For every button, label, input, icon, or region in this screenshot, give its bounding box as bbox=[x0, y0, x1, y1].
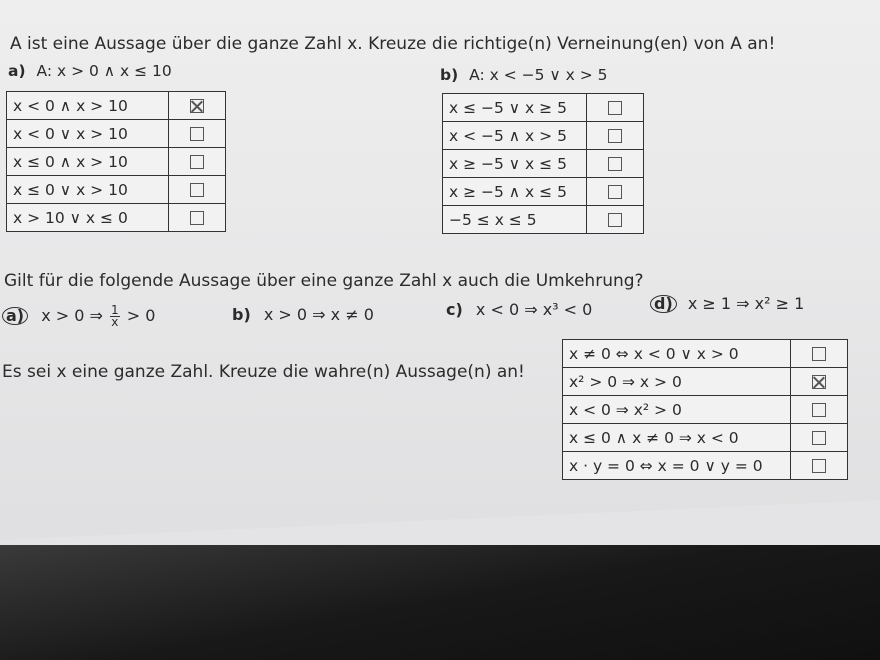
table-row bbox=[7, 204, 226, 232]
checkbox[interactable] bbox=[190, 99, 204, 113]
table-row bbox=[563, 396, 848, 424]
option-text: x < −5 ∧ x > 5 bbox=[443, 122, 587, 150]
option-text-pre: x > 0 ⇒ bbox=[41, 306, 103, 325]
task2-option-d[interactable] bbox=[650, 294, 804, 313]
table-row bbox=[7, 148, 226, 176]
option-text: x ≤ 0 ∧ x > 10 bbox=[7, 148, 169, 176]
checkbox[interactable] bbox=[190, 211, 204, 225]
option-text-post: > 0 bbox=[126, 306, 156, 325]
task1-title: A ist eine Aussage über die ganze Zahl x. Kreuze die richtige(n) Verneinung(en) von A an! bbox=[10, 34, 776, 54]
option-text: x < 0 ∨ x > 10 bbox=[7, 120, 169, 148]
fraction-numerator: 1 bbox=[111, 303, 119, 317]
task1-b-table bbox=[442, 93, 644, 234]
option-text: x < 0 ⇒ x³ < 0 bbox=[475, 300, 593, 319]
fraction-denominator: x bbox=[111, 315, 119, 329]
option-text: x ≤ 0 ∨ x > 10 bbox=[7, 176, 169, 204]
checkbox[interactable] bbox=[812, 459, 826, 473]
table-row bbox=[563, 368, 848, 396]
table-row bbox=[563, 340, 848, 368]
checkbox[interactable] bbox=[812, 375, 826, 389]
task1-b-label: b) bbox=[440, 66, 459, 84]
task1-a-statement: A: x > 0 ∧ x ≤ 10 bbox=[36, 62, 172, 80]
checkbox[interactable] bbox=[812, 347, 826, 361]
option-text: x ≤ −5 ∨ x ≥ 5 bbox=[443, 94, 587, 122]
task1-a-label: a) bbox=[8, 62, 26, 80]
option-text: x ≥ −5 ∧ x ≤ 5 bbox=[443, 178, 587, 206]
checkbox[interactable] bbox=[608, 101, 622, 115]
table-row bbox=[443, 206, 644, 234]
option-text: x · y = 0 ⇔ x = 0 ∨ y = 0 bbox=[563, 452, 791, 480]
option-text: x ≥ −5 ∨ x ≤ 5 bbox=[443, 150, 587, 178]
fraction bbox=[110, 305, 120, 328]
option-label: b) bbox=[232, 305, 251, 324]
option-text: x > 0 ⇒ x ≠ 0 bbox=[263, 305, 374, 324]
option-text: x < 0 ∧ x > 10 bbox=[7, 92, 169, 120]
task2-option-b[interactable] bbox=[232, 305, 374, 324]
background-surface bbox=[0, 545, 880, 660]
task2-option-c[interactable] bbox=[446, 300, 592, 319]
checkbox[interactable] bbox=[812, 403, 826, 417]
task2-title: Gilt für die folgende Aussage über eine ganze Zahl x auch die Umkehrung? bbox=[4, 271, 644, 291]
task1-a-table bbox=[6, 91, 226, 232]
option-text: x < 0 ⇒ x² > 0 bbox=[563, 396, 791, 424]
option-label: c) bbox=[446, 300, 463, 319]
table-row bbox=[7, 176, 226, 204]
checkbox[interactable] bbox=[190, 155, 204, 169]
checkbox[interactable] bbox=[608, 185, 622, 199]
table-row bbox=[563, 424, 848, 452]
option-text: x > 10 ∨ x ≤ 0 bbox=[7, 204, 169, 232]
option-label: a) bbox=[2, 307, 28, 325]
task2-option-a[interactable] bbox=[2, 305, 155, 328]
task1-a-header bbox=[8, 62, 172, 80]
option-label: d) bbox=[650, 295, 677, 313]
table-row bbox=[563, 452, 848, 480]
task1-b-statement: A: x < −5 ∨ x > 5 bbox=[469, 66, 608, 84]
checkbox[interactable] bbox=[812, 431, 826, 445]
checkbox[interactable] bbox=[190, 183, 204, 197]
option-text: x² > 0 ⇒ x > 0 bbox=[563, 368, 791, 396]
option-text: x ≠ 0 ⇔ x < 0 ∨ x > 0 bbox=[563, 340, 791, 368]
option-text: −5 ≤ x ≤ 5 bbox=[443, 206, 587, 234]
checkbox[interactable] bbox=[608, 213, 622, 227]
table-row bbox=[443, 178, 644, 206]
checkbox[interactable] bbox=[190, 127, 204, 141]
checkbox[interactable] bbox=[608, 129, 622, 143]
table-row bbox=[443, 150, 644, 178]
option-text: x ≥ 1 ⇒ x² ≥ 1 bbox=[687, 294, 805, 313]
task3-title: Es sei x eine ganze Zahl. Kreuze die wahre(n) Aussage(n) an! bbox=[2, 362, 525, 382]
table-row bbox=[443, 122, 644, 150]
task1-b-header bbox=[440, 66, 608, 84]
task3-table bbox=[562, 339, 848, 480]
table-row bbox=[7, 120, 226, 148]
table-row bbox=[443, 94, 644, 122]
checkbox[interactable] bbox=[608, 157, 622, 171]
option-text: x ≤ 0 ∧ x ≠ 0 ⇒ x < 0 bbox=[563, 424, 791, 452]
table-row bbox=[7, 92, 226, 120]
